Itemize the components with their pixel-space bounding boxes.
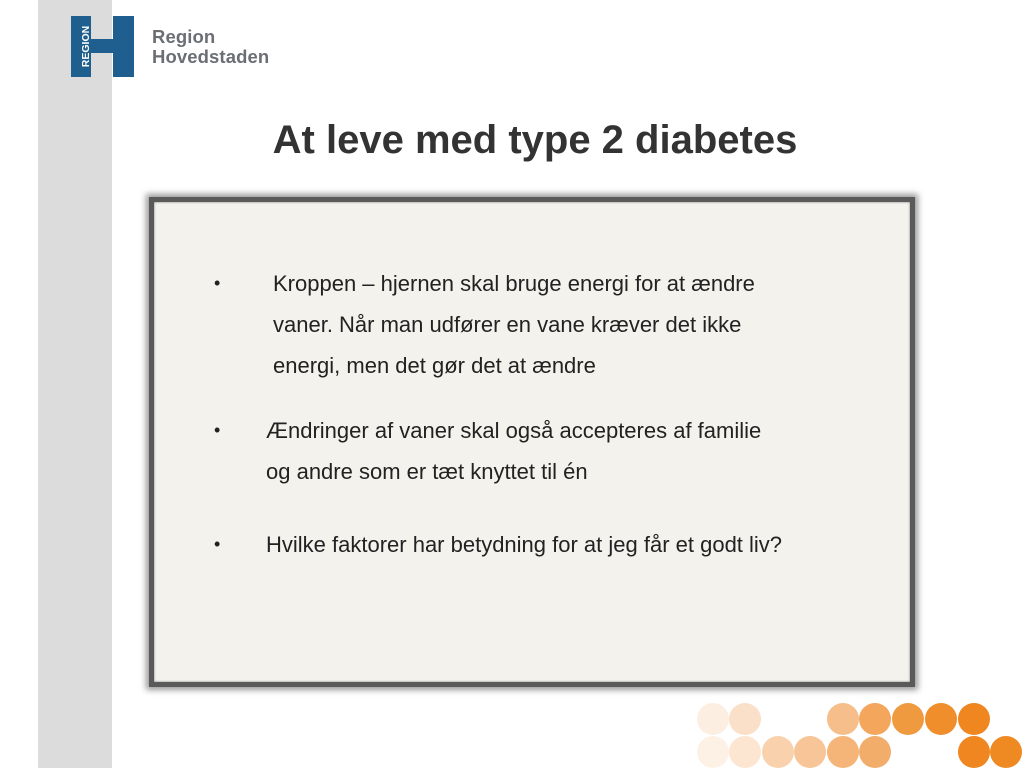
logo-line-1: Region <box>152 26 216 47</box>
bullet-line: vaner. Når man udfører en vane kræver det ikke <box>273 312 742 337</box>
dot-row-bottom <box>697 736 1022 768</box>
bullet-line: Kroppen – hjernen skal bruge energi for at ændre <box>273 271 755 296</box>
bullet-marker: • <box>214 534 221 554</box>
bullet-line: Ændringer af vaner skal også accepteres af familie <box>266 418 762 443</box>
logo-badge-text: REGION <box>79 25 92 68</box>
bullet-line: energi, men det gør det at ændre <box>273 353 596 378</box>
dot-row-top <box>697 703 990 735</box>
bullet-line: og andre som er tæt knyttet til én <box>266 459 588 484</box>
logo-line-2: Hovedstaden <box>152 46 270 67</box>
bullet-marker: • <box>214 420 221 440</box>
bullet-line: Hvilke faktorer har betydning for at jeg får et godt liv? <box>266 532 783 557</box>
slide-title: At leve med type 2 diabetes <box>272 118 798 162</box>
bullet-marker: • <box>214 273 221 293</box>
